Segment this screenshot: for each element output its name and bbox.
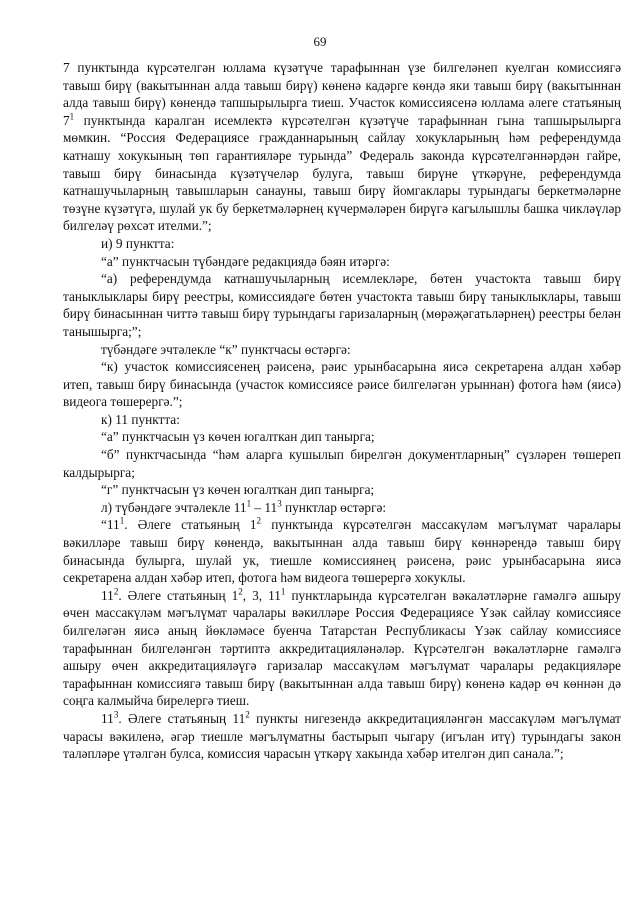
page-number: 69 bbox=[313, 34, 327, 49]
paragraph: $11^2$. Әлеге статьяның $1^2$, 3, $11^1$ пунктларында күрсәтелгән вәкаләтләрне гамәлгә ашыру өчен массакүләм мәгълүмат чаралары вәкилләре Россия Федерациясе Үзәк сайлау комиссиясе билгеләгән яисә аның йөкләмәсе буенча Татарстан Республикасы Үзәк сайлау комиссиясе тарафыннан билгеләнгән тәртиптә аккредитацияләнәләр. Күрсәтелгән вәкаләтләрне гамәлгә ашыру өчен аккредитацияләүгә гаризалар массакүләм мәгълүмат чаралары редакцияләре тарафыннан комиссиягә тавыш бирү (вакытыннан алда тавыш бирү) көненә кадәр өч көннән дә соңга калмыйча бирелергә тиеш. bbox=[63, 586, 621, 709]
paragraph: и) 9 пунктта: bbox=[101, 235, 175, 251]
paragraph: л) түбәндәге эчтәлекле $11^1 - 11^3$ пунктлар өстәргә: bbox=[101, 498, 387, 515]
paragraph: “$11^1$. Әлеге статьяның $1^2$ пунктында күрсәтелгән массакүләм мәгълүмат чаралары вәкилләре тавыш бирү көнендә, вакытыннан алда тавыш бирү көннәрендә тавыш бирү бинасында булырга, шулай ук, тиешле комиссиянең рәисенә, рәис урынбасарына яисә секретарена алдан хәбәр итеп, фотога һәм видеога төшерергә хокуклы. bbox=[63, 516, 621, 586]
paragraph: “к) участок комиссиясенең рәисенә, рәис урынбасарына яисә секретарена алдан хәбәр итеп, тавыш бирү бинасында (участок комиссиясе рәисе билгеләгән урыннан) фотога һәм (яисә) видеога төшерергә.”; bbox=[63, 359, 621, 410]
paragraph: “г” пунктчасын үз көчен югалткан дип танырга; bbox=[101, 482, 375, 498]
paragraph: “а” пунктчасын үз көчен югалткан дип танырга; bbox=[101, 429, 375, 445]
document-body bbox=[63, 59, 621, 763]
paragraph: “а) референдумда катнашучыларның исемлекләре, бөтен участокта тавыш бирү таныклыклары бирү реестры, комиссиядәге бөтен участокта тавыш бирү таныклыклары, тавыш бирү бинасыннан читтә тавыш бирү турындагы гаризаларның (мөрәҗәгатьләрнең) реестры белән танышырга;”; bbox=[63, 271, 621, 339]
paragraph: 7 пунктында күрсәтелгән юллама күзәтүче тарафыннан үзе билгеләнеп куелган комиссиягә тавыш бирү (вакытыннан алда тавыш бирү) көненә кадәрге көндә яки тавыш бирү (вакытыннан алда тавыш бирү) көнендә тапшырылырга тиеш. Участок комиссиясенә юллама әлеге статьяның $7^1$ пунктында каралган исемлектә күрсәтелгән күзәтүче тарафыннан гына тапшырылырга мөмкин. “Россия Федерациясе гражданнарының сайлау хокукларының һәм референдумда катнашу хокукының төп гарантияләре турында” Федераль законда күрсәтелгәннәрдән гайре, тавыш бирү бинасында күзәтүчеләр булуга, тавыш бирүне үткәрүне, референдумда катнашучыларның тавышларын санауны, тавыш бирү йомгаклары турындагы беркетмәләрне төзүне күзәтүгә, шулай ук бу беркетмәләрнең күчермәләрен бирүгә кагылышлы башка чикләүләр билгеләү рөхсәт ителми.”; bbox=[63, 60, 621, 234]
paragraph: “а” пунктчасын түбәндәге редакциядә бәян итәргә: bbox=[101, 253, 390, 269]
paragraph: к) 11 пунктта: bbox=[101, 411, 180, 427]
paragraph: түбәндәге эчтәлекле “к” пунктчасы өстәргә: bbox=[101, 341, 351, 357]
paragraph: $11^3$. Әлеге статьяның $11^2$ пункты нигезендә аккредитацияләнгән массакүләм мәгълүмат чарасы вәкиленә, әгәр тиешле мәгълүматны бастырып чыгару (игълан итү) турындагы закон таләпләре үтәлгән булса, комиссия чарасын үткәрү хакында хәбәр ителгән дип санала.”; bbox=[63, 709, 621, 762]
paragraph: “б” пунктчасында “һәм аларга кушылып бирелгән документларның” сүзләрен төшереп калдырырга; bbox=[63, 447, 621, 480]
